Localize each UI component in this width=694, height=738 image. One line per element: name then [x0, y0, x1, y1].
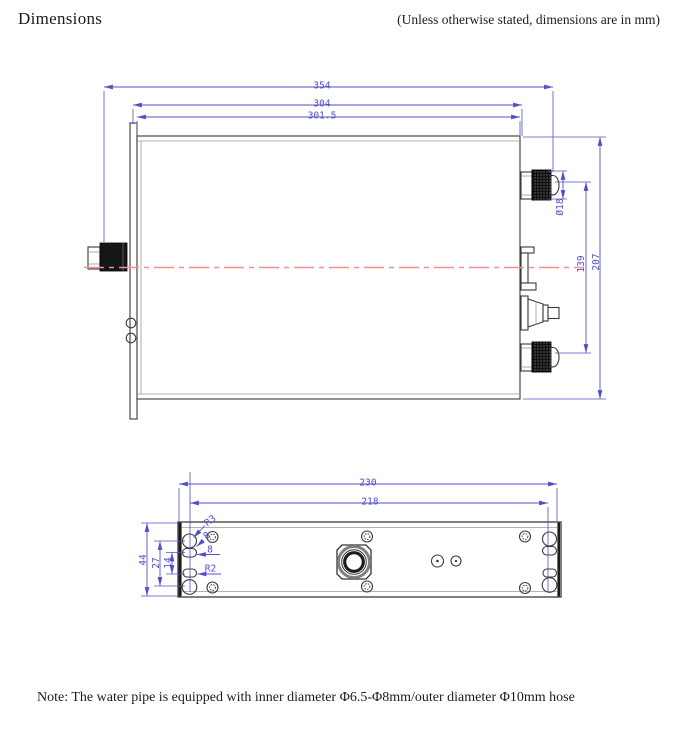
bottom-view	[138, 472, 561, 597]
dim-panel-height: 44	[138, 554, 149, 566]
dim-slot-pitch: 14	[163, 557, 174, 569]
rf-connector-bottom	[521, 342, 559, 372]
label-lower-slot-width: 8	[207, 544, 213, 556]
label-top-slot-radius: R3	[202, 513, 219, 529]
units-note: (Unless otherwise stated, dimensions are in mm)	[397, 12, 660, 27]
top-view	[84, 81, 606, 420]
top-view-body	[130, 123, 520, 419]
dim-slot-span: 218	[361, 496, 379, 508]
label-upper-slot-width: 8	[201, 529, 213, 543]
center-connector	[337, 545, 371, 579]
page-title: Dimensions	[18, 9, 103, 28]
dim-mount-width: 304	[313, 98, 331, 110]
dim-connector-diameter: Ø18	[555, 198, 566, 216]
footer-note: Note: The water pipe is equipped with inner diameter Φ6.5-Φ8mm/outer diameter Φ10mm hose	[37, 690, 575, 705]
dim-slot-group-height: 27	[151, 557, 162, 569]
dim-panel-overall-width: 230	[359, 477, 377, 489]
rf-connector-top	[521, 170, 559, 200]
dim-overall-depth: 207	[591, 253, 602, 271]
small-connector-middle	[521, 247, 536, 290]
dim-overall-width: 354	[313, 80, 331, 92]
dim-connector-spacing: 139	[576, 255, 587, 273]
label-small-slot-radius: R2	[204, 563, 217, 575]
nozzle-connector	[521, 296, 559, 330]
dim-body-width: 301.5	[307, 110, 337, 122]
